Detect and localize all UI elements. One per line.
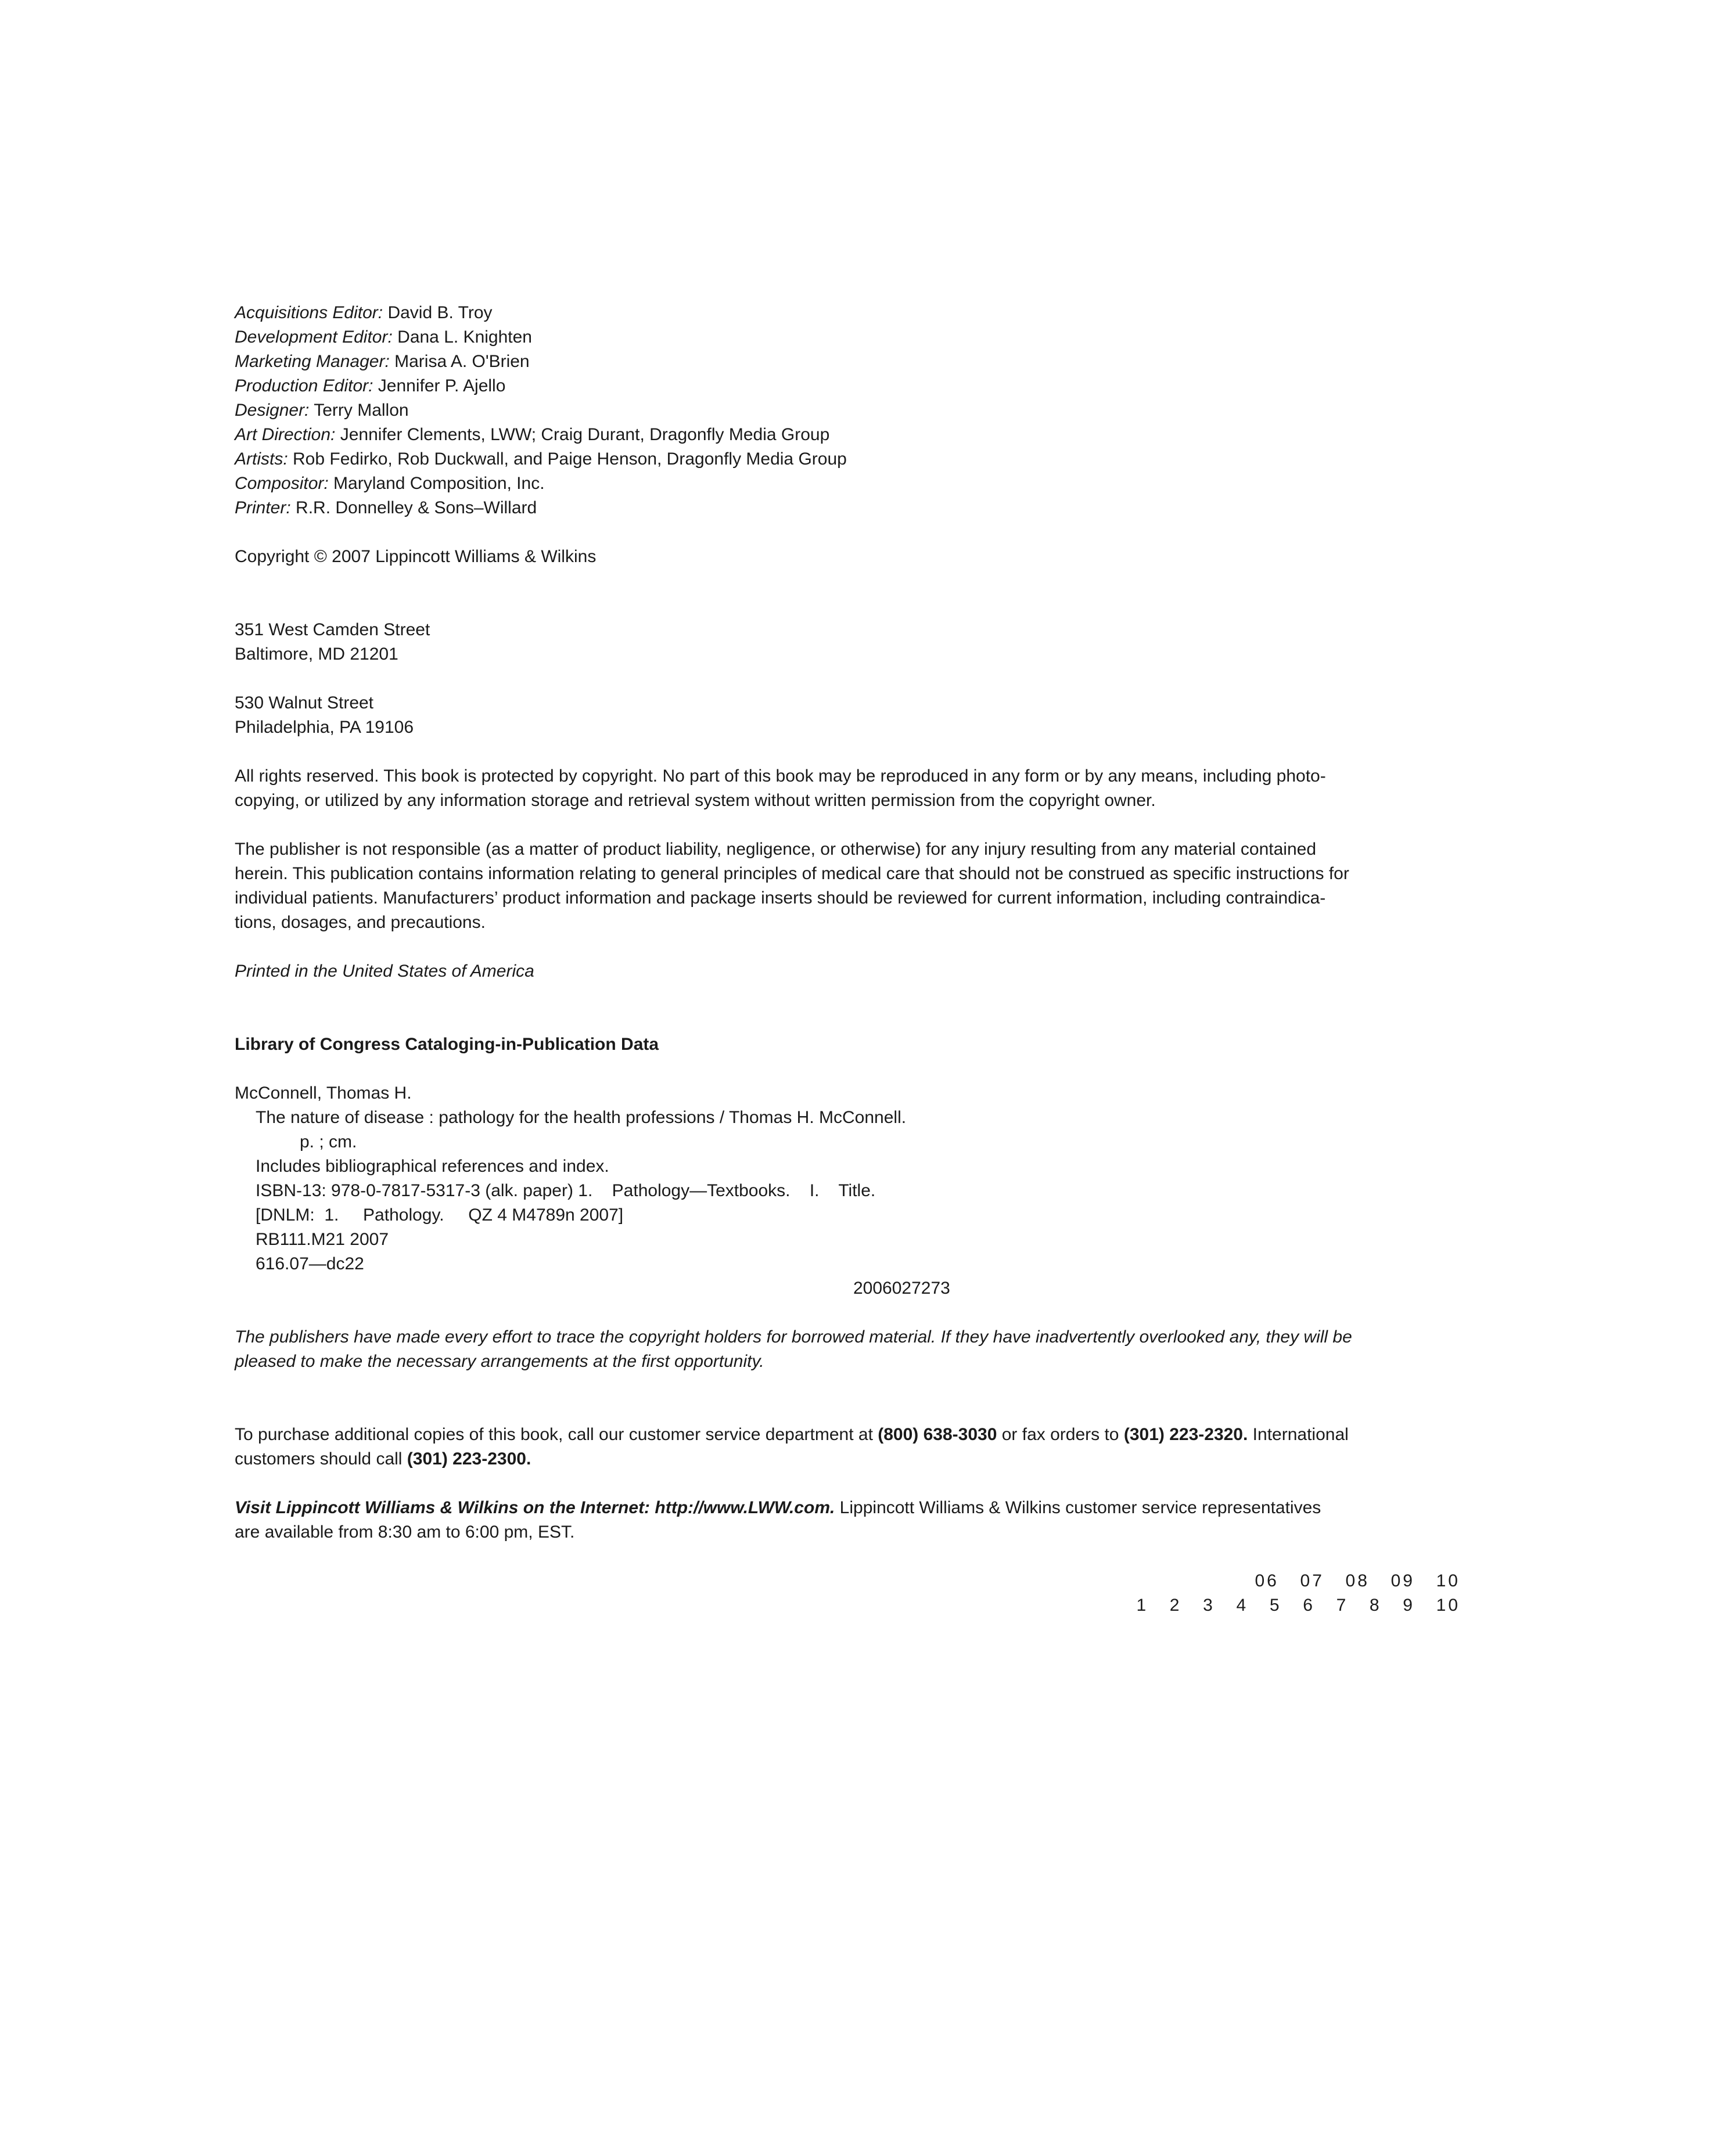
credit-line	[235, 301, 1460, 325]
credit-name: Marisa A. O'Brien	[389, 352, 530, 371]
printed-in-notice: Printed in the United States of America	[235, 962, 534, 981]
credit-name: Rob Fedirko, Rob Duckwall, and Paige Henson, Dragonfly Media Group	[288, 449, 847, 469]
credit-role: Printer:	[235, 498, 291, 517]
credit-name: R.R. Donnelley & Sons–Willard	[290, 498, 537, 517]
cip-heading: Library of Congress Cataloging-in-Publication Data	[235, 1035, 659, 1054]
credit-name: Terry Mallon	[309, 401, 409, 420]
paragraph-line	[235, 1447, 1460, 1471]
paragraph-line: All rights reserved. This book is protected by copyright. No part of this book may be reproduced in any form or by any means, including photo-	[235, 766, 1326, 786]
credit-line	[235, 447, 1460, 471]
purchase-paragraph	[235, 1423, 1460, 1471]
credit-name: Dana L. Knighten	[392, 327, 532, 347]
copyright-page	[235, 301, 1460, 1618]
credit-name: Jennifer Clements, LWW; Craig Durant, Dragonfly Media Group	[335, 425, 830, 444]
cip-dewey: 616.07—dc22	[256, 1254, 364, 1273]
credits-block	[235, 301, 1460, 520]
purchase-text: To purchase additional copies of this book, call our customer service department at	[235, 1425, 878, 1444]
paragraph-line: pleased to make the necessary arrangements at the first opportunity.	[235, 1352, 764, 1371]
credit-line	[235, 374, 1460, 398]
purchase-text: customers should call	[235, 1449, 407, 1468]
cip-title: The nature of disease : pathology for the health professions / Thomas H. McConnell.	[256, 1108, 907, 1127]
printing-years: 06 07 08 09 10	[1255, 1571, 1460, 1590]
cip-pages: p. ; cm.	[300, 1132, 357, 1151]
credit-name: David B. Troy	[383, 303, 493, 322]
cip-block	[235, 1032, 1460, 1301]
credit-role: Marketing Manager:	[235, 352, 390, 371]
paragraph-line: tions, dosages, and precautions.	[235, 913, 486, 932]
cip-isbn: ISBN-13: 978-0-7817-5317-3 (alk. paper) 1. Pathology—Textbooks. I. Title.	[256, 1181, 876, 1200]
paragraph-line: The publisher is not responsible (as a matter of product liability, negligence, or otherwise) for any injury resulting from any material contained	[235, 840, 1317, 859]
purchase-text: International	[1248, 1425, 1349, 1444]
purchase-text: or fax orders to	[997, 1425, 1124, 1444]
credit-role: Development Editor:	[235, 327, 393, 347]
website-link[interactable]: Visit Lippincott Williams & Wilkins on the Internet: http://www.LWW.com.	[235, 1498, 835, 1517]
credit-line	[235, 325, 1460, 350]
fax-number: (301) 223-2320.	[1123, 1425, 1248, 1444]
paragraph-line	[235, 1423, 1460, 1447]
address-street: 530 Walnut Street	[235, 693, 374, 712]
customer-service-phone: (800) 638-3030	[878, 1425, 997, 1444]
credit-name: Jennifer P. Ajello	[373, 376, 506, 395]
credit-role: Acquisitions Editor:	[235, 303, 383, 322]
address-street: 351 West Camden Street	[235, 620, 430, 639]
credit-role: Art Direction:	[235, 425, 336, 444]
address-baltimore	[235, 618, 1460, 667]
visit-text: Lippincott Williams & Wilkins customer service representatives	[835, 1498, 1321, 1517]
credit-line	[235, 398, 1460, 423]
rights-paragraph	[235, 764, 1460, 813]
cip-dnlm: [DNLM: 1. Pathology. QZ 4 M4789n 2007]	[256, 1205, 624, 1225]
paragraph-line: individual patients. Manufacturers’ product information and package inserts should be reviewed for current information, including contraindica-	[235, 888, 1326, 908]
paragraph-line: are available from 8:30 am to 6:00 pm, EST.	[235, 1522, 575, 1542]
credit-line	[235, 471, 1460, 496]
international-phone: (301) 223-2300.	[407, 1449, 531, 1468]
liability-paragraph	[235, 837, 1460, 935]
paragraph-line	[235, 1496, 1460, 1520]
credit-line	[235, 350, 1460, 374]
credit-role: Designer:	[235, 401, 310, 420]
borrowed-material-notice	[235, 1325, 1460, 1374]
credit-line	[235, 423, 1460, 447]
credit-role: Artists:	[235, 449, 288, 469]
paragraph-line: copying, or utilized by any information storage and retrieval system without written permission from the copyright owner.	[235, 791, 1156, 810]
cip-lc-class: RB111.M21 2007	[256, 1230, 389, 1249]
printing-numbers: 1 2 3 4 5 6 7 8 9 10	[1136, 1596, 1460, 1615]
visit-paragraph	[235, 1496, 1460, 1545]
paragraph-line: herein. This publication contains information relating to general principles of medical care that should not be construed as specific instructions for	[235, 864, 1349, 883]
credit-role: Production Editor:	[235, 376, 373, 395]
address-city: Philadelphia, PA 19106	[235, 718, 414, 737]
cip-notes: Includes bibliographical references and index.	[256, 1157, 609, 1176]
credit-line	[235, 496, 1460, 520]
credit-role: Compositor:	[235, 474, 329, 493]
credit-name: Maryland Composition, Inc.	[328, 474, 545, 493]
address-philadelphia	[235, 691, 1460, 740]
copyright-notice: Copyright © 2007 Lippincott Williams & Wilkins	[235, 547, 597, 566]
printing-line	[235, 1569, 1460, 1618]
cip-author: McConnell, Thomas H.	[235, 1084, 412, 1103]
address-city: Baltimore, MD 21201	[235, 645, 398, 664]
paragraph-line: The publishers have made every effort to trace the copyright holders for borrowed material. If they have inadvertently overlooked any, they will be	[235, 1327, 1352, 1347]
cip-lccn: 2006027273	[853, 1279, 950, 1298]
